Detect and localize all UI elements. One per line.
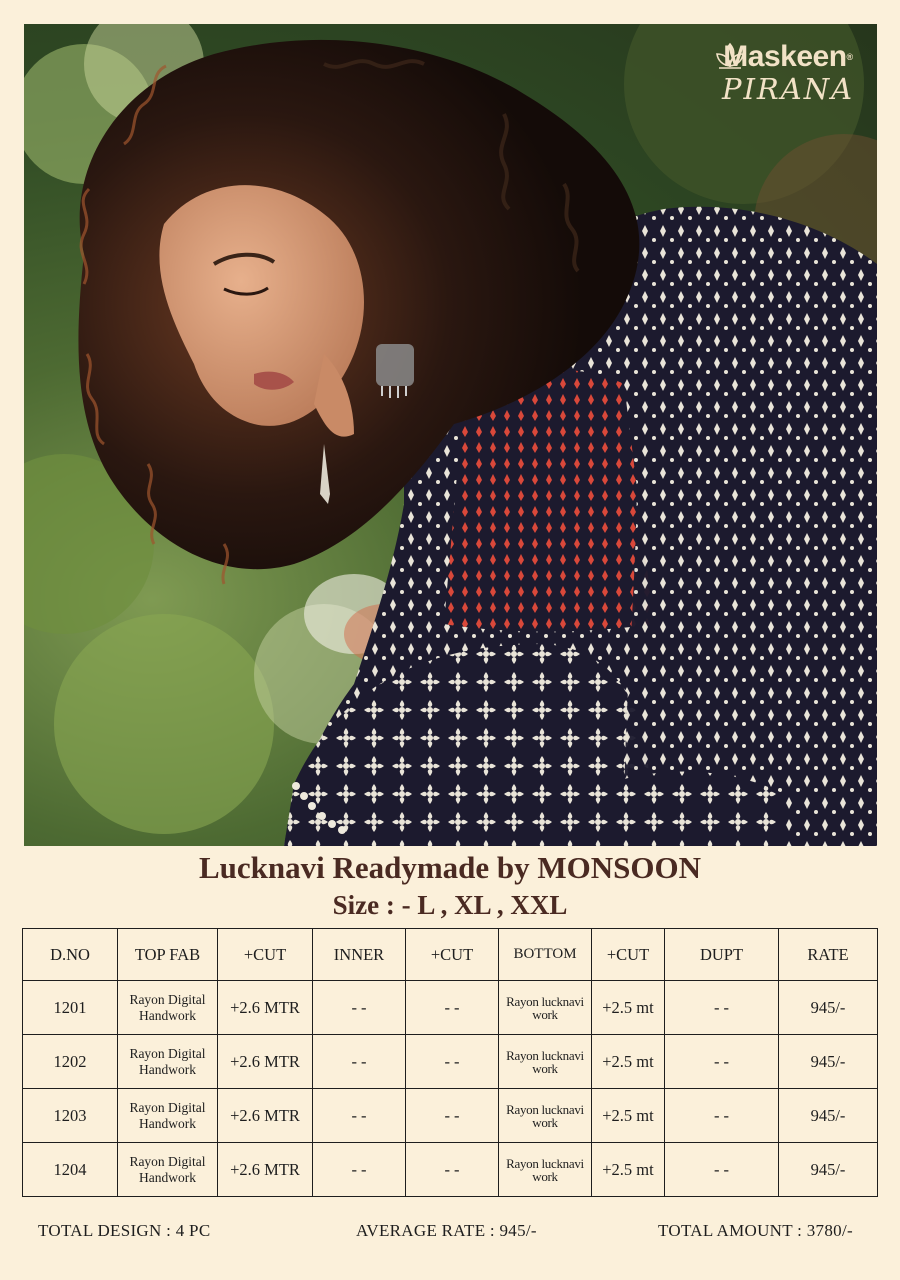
- cell-bottom: Rayon lucknavi work: [499, 981, 592, 1035]
- cell-top-fab: Rayon Digital Handwork: [118, 981, 218, 1035]
- cell-dupt: - -: [665, 1143, 779, 1197]
- table-row: [23, 1143, 878, 1197]
- cell-top-fab: Rayon Digital Handwork: [118, 1035, 218, 1089]
- cell-bottom: Rayon lucknavi work: [499, 1143, 592, 1197]
- total-design: TOTAL DESIGN : 4 PC: [38, 1221, 211, 1240]
- header-bottom: BOTTOM: [499, 929, 592, 981]
- cell-inner-cut: - -: [406, 981, 499, 1035]
- average-rate: AVERAGE RATE : 945/-: [356, 1221, 537, 1240]
- header-inner-cut: +CUT: [406, 929, 499, 981]
- cell-inner-cut: - -: [406, 1143, 499, 1197]
- rate-table: [22, 928, 878, 1197]
- cell-top-cut: +2.6 MTR: [218, 1089, 313, 1143]
- cell-dno: 1202: [23, 1035, 118, 1089]
- cell-top-cut: +2.6 MTR: [218, 1035, 313, 1089]
- header-inner: INNER: [313, 929, 406, 981]
- cell-bottom: Rayon lucknavi work: [499, 1089, 592, 1143]
- table-header-row: [23, 929, 878, 981]
- cell-dupt: - -: [665, 981, 779, 1035]
- brand-name: Maskeen®: [723, 40, 853, 73]
- header-dupt: DUPT: [665, 929, 779, 981]
- cell-dno: 1203: [23, 1089, 118, 1143]
- cell-rate: 945/-: [779, 1143, 878, 1197]
- cell-dno: 1201: [23, 981, 118, 1035]
- cell-inner: - -: [313, 1089, 406, 1143]
- model-photo-illustration: [24, 24, 877, 846]
- cell-dupt: - -: [665, 1089, 779, 1143]
- table-row: [23, 1035, 878, 1089]
- cell-top-fab: Rayon Digital Handwork: [118, 1089, 218, 1143]
- cell-rate: 945/-: [779, 1035, 878, 1089]
- catalog-headline: Lucknavi Readymade by MONSOON: [198, 850, 702, 885]
- cell-bottom-cut: +2.5 mt: [592, 1089, 665, 1143]
- header-dno: D.NO: [23, 929, 118, 981]
- cell-dno: 1204: [23, 1143, 118, 1197]
- cell-top-cut: +2.6 MTR: [218, 1143, 313, 1197]
- cell-inner-cut: - -: [406, 1089, 499, 1143]
- lotus-logo-icon: [713, 42, 747, 72]
- cell-bottom-cut: +2.5 mt: [592, 981, 665, 1035]
- total-amount: TOTAL AMOUNT : 3780/-: [658, 1221, 853, 1240]
- cell-top-fab: Rayon Digital Handwork: [118, 1143, 218, 1197]
- cell-bottom: Rayon lucknavi work: [499, 1035, 592, 1089]
- brand-logo: [713, 42, 863, 106]
- header-rate: RATE: [779, 929, 878, 981]
- table-row: [23, 1089, 878, 1143]
- cell-inner-cut: - -: [406, 1035, 499, 1089]
- cell-dupt: - -: [665, 1035, 779, 1089]
- cell-rate: 945/-: [779, 1089, 878, 1143]
- cell-inner: - -: [313, 981, 406, 1035]
- collection-name: PIRANA: [721, 72, 855, 106]
- header-top-fab: TOP FAB: [118, 929, 218, 981]
- cell-inner: - -: [313, 1143, 406, 1197]
- header-bottom-cut: +CUT: [592, 929, 665, 981]
- cell-inner: - -: [313, 1035, 406, 1089]
- model-photo: [24, 24, 877, 846]
- table-row: [23, 981, 878, 1035]
- cell-bottom-cut: +2.5 mt: [592, 1035, 665, 1089]
- header-top-cut: +CUT: [218, 929, 313, 981]
- cell-rate: 945/-: [779, 981, 878, 1035]
- size-line: Size : - L , XL , XXL: [332, 890, 568, 920]
- cell-top-cut: +2.6 MTR: [218, 981, 313, 1035]
- cell-bottom-cut: +2.5 mt: [592, 1143, 665, 1197]
